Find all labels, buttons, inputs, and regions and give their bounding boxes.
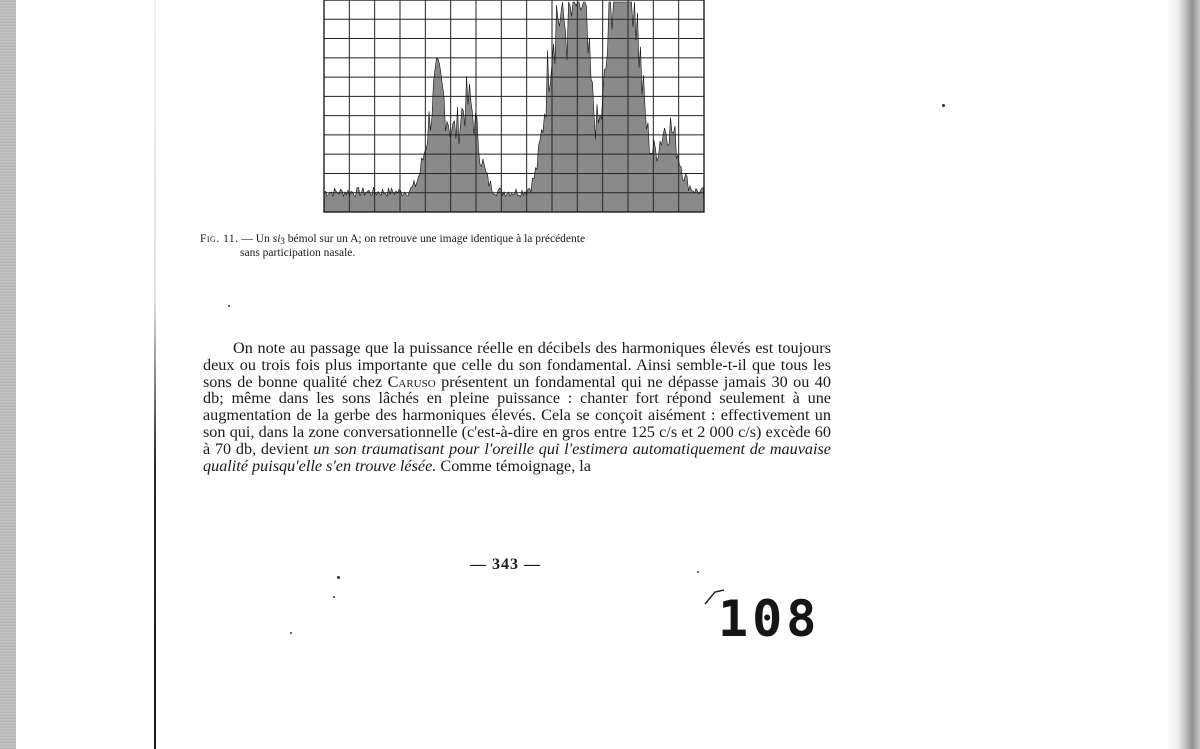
stamp-number: 108 [718, 590, 821, 648]
body-italic-text: un son traumatisant pour l'oreille qui l'estimera automatiquement de mauvaise qualité puisqu'elle s'en trouve lésée. [203, 439, 831, 475]
page-binding-line [154, 0, 156, 749]
body-text-part-3: Comme témoignage, la [436, 456, 591, 475]
body-text-part-1: On note au passage que la puissance réelle en décibels des harmoniques élevés est toujours deux ou trois fois plus importante que celle du son fondamental. Ainsi semble-t-il que tous les sons de bonne qualité chez [203, 339, 831, 391]
body-name: Caruso [387, 372, 436, 391]
spectrum-trace [324, 2, 704, 212]
body-paragraph [203, 340, 831, 474]
body-text-part-2: présentent un fondamental qui ne dépasse jamais 30 ou 40 db; même dans les sons lâchés en pleine puissance : chanter fort répond seulement à une augmentation de la gerbe des harmoniques élevés. Cela se conçoit aisément : effectivement un son qui, dans la zone conversationnelle (c'est-à-dire en gros entre 125 c/s et 2 000 c/s) excède 60 à 70 db, devient [203, 372, 831, 458]
spectrogram-figure [318, 0, 708, 215]
scan-speck [333, 596, 335, 598]
page-number: — 343 — [470, 556, 541, 573]
caption-line-2: sans participation nasale. [240, 247, 356, 259]
scan-right-edge [1166, 0, 1200, 749]
scan-left-edge [0, 0, 16, 749]
caption-note: si [272, 233, 281, 245]
caption-text: bémol sur un A; on retrouve une image identique à la précédente [284, 233, 586, 245]
figure-label: Fig. 11. [200, 233, 239, 245]
scan-speck [697, 571, 699, 573]
scan-speck [942, 104, 945, 107]
caption-pre: Un [255, 233, 273, 245]
caption-dash: — [241, 233, 253, 245]
caption-note-subscript: 3 [280, 236, 285, 246]
figure-caption [200, 233, 840, 259]
scan-speck [228, 305, 230, 307]
scan-speck [337, 576, 340, 579]
scan-speck [290, 632, 292, 634]
